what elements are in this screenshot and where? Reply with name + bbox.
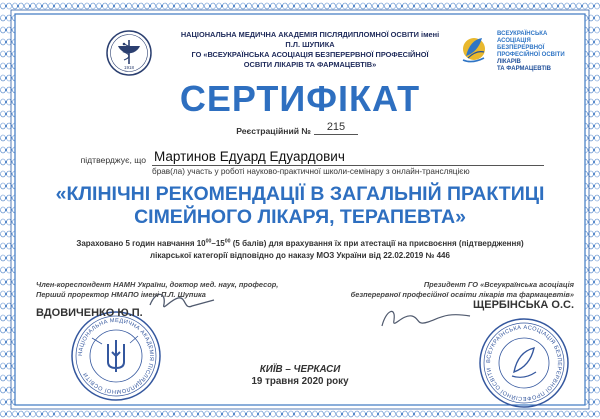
registration-number: 215 (314, 121, 358, 135)
left-signatory-title: Член-кореспондент НАМН України, доктор мед. наук, професор, Перший проректор НМАПО імені П.Л. Шупика (36, 280, 279, 299)
svg-text:1918: 1918 (123, 65, 135, 70)
right-signatory-name: ЩЕРБІНСЬКА О.С. (473, 299, 574, 311)
course-title: «КЛІНІЧНІ РЕКОМЕНДАЦІЇ В ЗАГАЛЬНІЙ ПРАКТИЦІ СІМЕЙНОГО ЛІКАРЯ, ТЕРАПЕВТА» (55, 183, 545, 228)
association-logo-text (497, 31, 567, 73)
association-name: ГО «ВСЕУКРАЇНСЬКА АСОЦІАЦІЯ БЕЗПЕРЕРВНОЇ ПРОФЕСІЙНОЇ ОСВІТИ ЛІКАРІВ ТА ФАРМАЦЕВТІВ» (191, 50, 429, 69)
assoc-logo-line: ПРОФЕСІЙНОЇ ОСВІТИ (497, 52, 565, 58)
credited-line-2: лікарської категорії відповідно до наказу МОЗ України від 22.02.2019 № 446 (150, 250, 450, 260)
issue-place: КИЇВ – ЧЕРКАСИ (259, 364, 341, 375)
confirm-label: підтверджує, що (80, 155, 146, 165)
certificate-title: СЕРТИФІКАТ (179, 78, 421, 119)
issue-date: 19 травня 2020 року (251, 376, 349, 387)
assoc-logo-line: ВСЕУКРАЇНСЬКА АСОЦІАЦІЯ (497, 31, 548, 44)
registration-label: Реєстраційний № (236, 126, 311, 136)
credited-line-1: Зараховано 5 годин навчання $10^{00}-15^{00}$ (5 балів) для врахування їх при атестації на присвоєння (підтвердження) (76, 238, 524, 248)
credited-hours-text (40, 238, 560, 261)
svg-text:НАЦІОНАЛЬНА МЕДИЧНА АКАДЕМІЯ П: НАЦІОНАЛЬНА МЕДИЧНА АКАДЕМІЯ ПІСЛЯДИПЛОМНОЇ ОСВІТИ (77, 317, 155, 395)
right-signatory-title: Президент ГО «Всеукраїнська асоціація безперервної професійної освіти лікарів та фармацевтів» (350, 280, 574, 299)
svg-text:ВСЕУКРАЇНСЬКА АСОЦІАЦІЯ БЕЗПЕР: ВСЕУКРАЇНСЬКА АСОЦІАЦІЯ БЕЗПЕРЕРВНОЇ ПРОФЕСІЙНОЇ ОСВІТИ (485, 324, 563, 402)
left-signatory-name: ВДОВИЧЕНКО Ю.П. (36, 307, 143, 319)
academy-name: НАЦІОНАЛЬНА МЕДИЧНА АКАДЕМІЯ ПІСЛЯДИПЛОМНОЇ ОСВІТИ імені П.Л. ШУПИКА (180, 30, 440, 49)
participation-text: брав(ла) участь у роботі науково-практичної школи-семінару з онлайн-трансляцією (152, 167, 470, 176)
recipient-name: Мартинов Едуард Едуардович (152, 149, 544, 166)
assoc-logo-line: БЕЗПЕРЕРВНОЇ (497, 45, 545, 51)
organizations-header (180, 30, 440, 70)
assoc-logo-line: ТА ФАРМАЦЕВТІВ (497, 66, 551, 72)
assoc-logo-line: ЛІКАРІВ (497, 59, 521, 65)
